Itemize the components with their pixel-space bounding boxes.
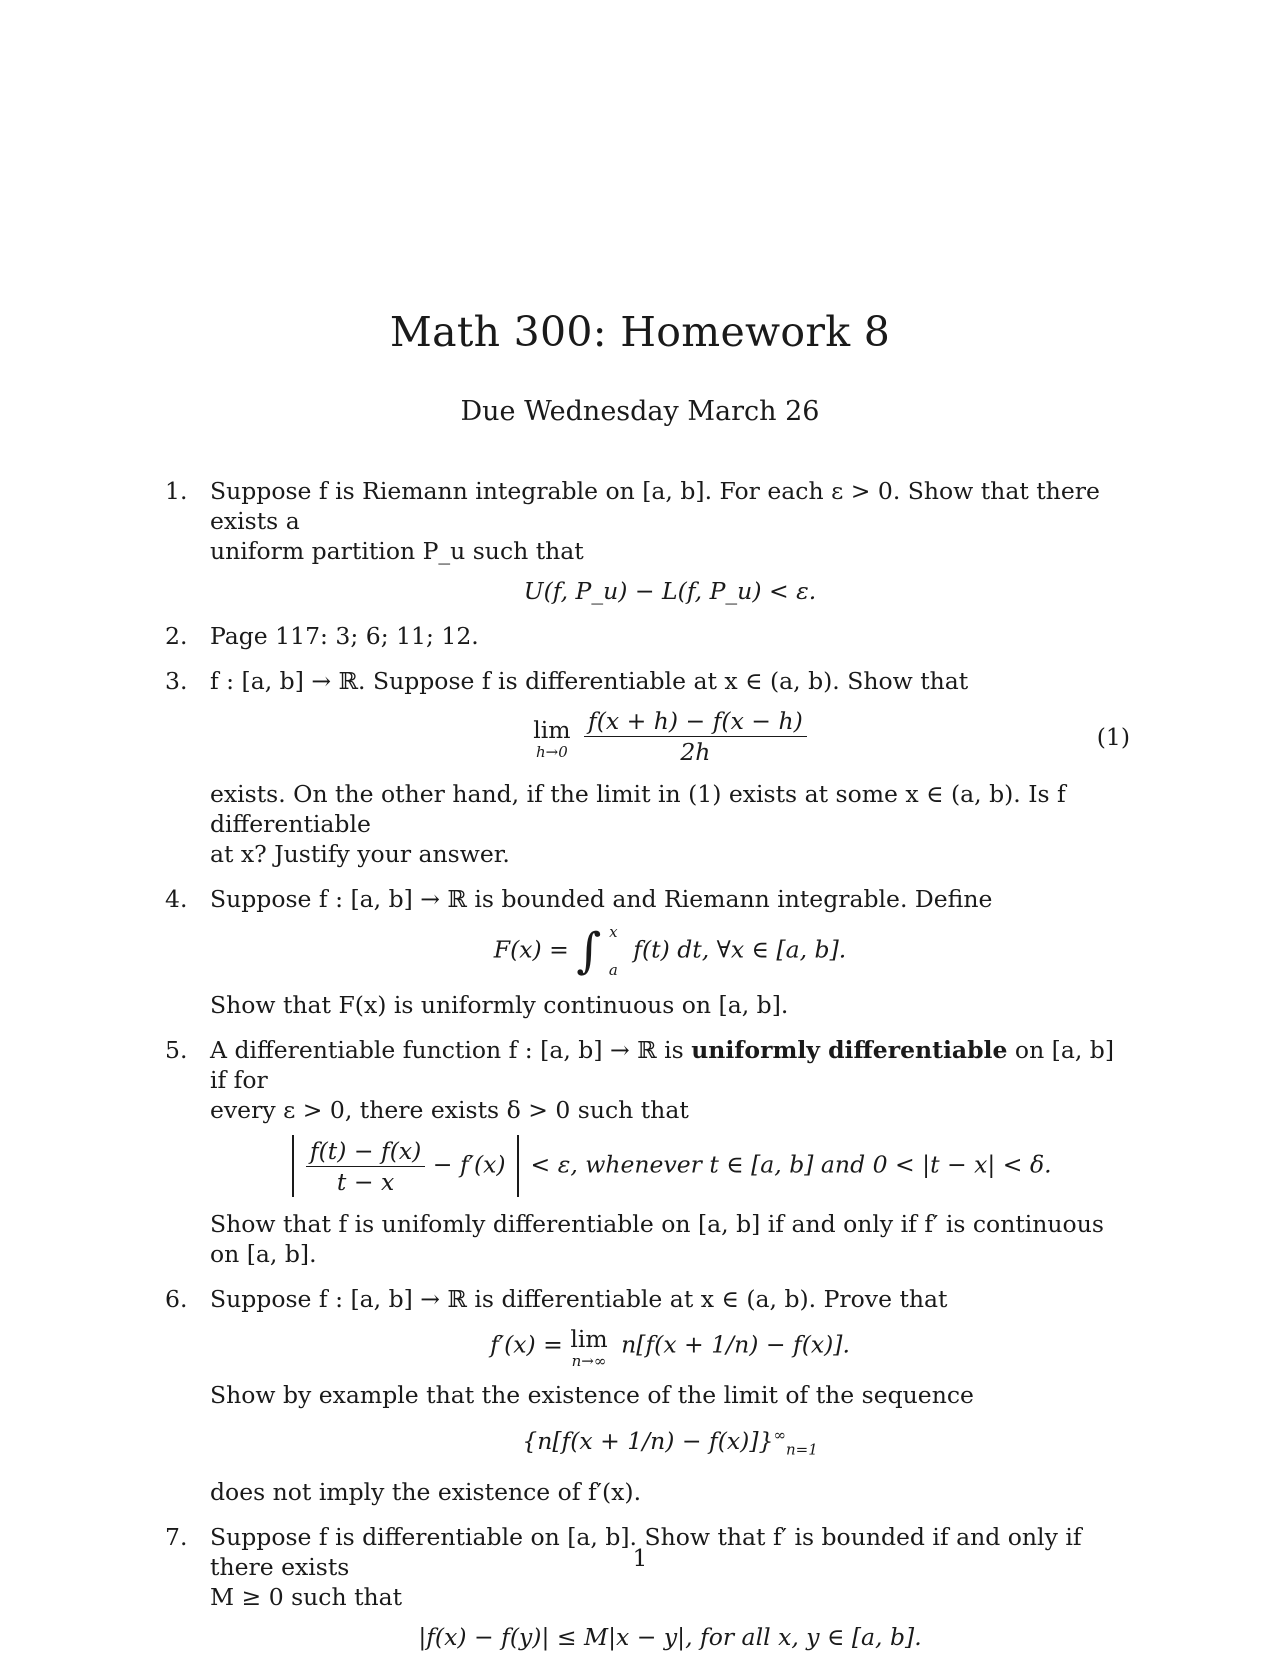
- display-equation: U(f, P_u) − L(f, P_u) < ε.: [523, 577, 817, 605]
- limit-subscript: h→0: [535, 742, 568, 761]
- display-equation: |f(x) − f(y)| ≤ M|x − y|, for all x, y ∈ [a, b].: [418, 1622, 922, 1651]
- limit-operator: [570, 1324, 607, 1368]
- integral-lower-limit: a: [608, 961, 618, 979]
- document-subtitle: Due Wednesday March 26: [460, 396, 820, 427]
- limit-operator: [533, 715, 570, 759]
- problem-text: [210, 1035, 1130, 1095]
- problem-text: does not imply the existence of f′(x).: [210, 1477, 642, 1506]
- document-title: Math 300: Homework 8: [389, 308, 891, 356]
- equation-rhs: f(t) dt, ∀x ∈ [a, b].: [633, 935, 847, 964]
- absolute-value-bar: [517, 1135, 519, 1197]
- problem-3: [165, 666, 1130, 869]
- integral-upper-limit: x: [609, 923, 618, 941]
- problem-text: Show that F(x) is uniformly continuous on [a, b].: [210, 991, 789, 1019]
- problem-number: 4.: [165, 885, 188, 913]
- absolute-value-bar: [292, 1135, 294, 1197]
- problem-text: Suppose f : [a, b] → ℝ is differentiable at x ∈ (a, b). Prove that: [210, 1285, 948, 1313]
- fraction-numerator: f(x + h) − f(x − h): [584, 706, 807, 737]
- problem-number: 3.: [165, 667, 188, 695]
- limit-label: lim: [570, 1325, 608, 1353]
- problem-1: [165, 476, 1130, 606]
- problem-number: 7.: [165, 1522, 188, 1551]
- defined-term: uniformly differentiable: [691, 1036, 1008, 1064]
- equation-label: (1): [1096, 723, 1130, 751]
- problem-number: 5.: [165, 1036, 188, 1064]
- problem-4: [165, 884, 1130, 1020]
- display-equation: [210, 706, 1130, 767]
- sequence-expression: {n[f(x + 1/n) − f(x)]}: [522, 1426, 774, 1455]
- equation-lhs: F(x) =: [493, 935, 569, 964]
- problem-text: f : [a, b] → ℝ. Suppose f is differentiable at x ∈ (a, b). Show that: [210, 667, 969, 695]
- problem-text-part: on [a, b] if for: [210, 1036, 1115, 1094]
- display-equation: [210, 924, 1130, 978]
- sequence-subscript: n=1: [785, 1440, 818, 1459]
- sequence-superscript: ∞: [773, 1426, 786, 1444]
- problem-text-part: A differentiable function f : [a, b] → ℝ is: [210, 1036, 684, 1064]
- equation-lhs: f′(x) =: [490, 1330, 563, 1359]
- fraction-denominator: 2h: [680, 738, 711, 766]
- problem-7: [165, 1522, 1130, 1652]
- problem-text: every ε > 0, there exists δ > 0 such that: [210, 1096, 689, 1124]
- integral-sign: ∫: [576, 923, 602, 979]
- problem-text: Suppose f is differentiable on [a, b]. Show that f′ is bounded if and only if there exists: [210, 1522, 1082, 1581]
- problem-text: at x? Justify your answer.: [210, 840, 510, 868]
- limit-label: lim: [533, 715, 571, 744]
- equation-rhs: n[f(x + 1/n) − f(x)].: [621, 1330, 850, 1359]
- problem-text: Suppose f : [a, b] → ℝ is bounded and Riemann integrable. Define: [210, 885, 993, 913]
- fraction-denominator: t − x: [336, 1167, 395, 1196]
- problem-text: Show that f is unifomly differentiable on [a, b] if and only if f′ is continuous on [a, b].: [210, 1210, 1104, 1268]
- display-equation: [210, 1324, 1130, 1368]
- problem-6: [165, 1284, 1130, 1507]
- page-number: 1: [632, 1546, 648, 1572]
- problem-5: [165, 1035, 1130, 1269]
- problem-number: 1.: [165, 477, 188, 505]
- problem-number: 6.: [165, 1285, 188, 1313]
- problem-2: [165, 621, 1130, 651]
- problem-text: exists. On the other hand, if the limit in (1) exists at some x ∈ (a, b). Is f differentiable: [210, 780, 1066, 838]
- problem-number: 2.: [165, 622, 188, 650]
- equation-term: − f′(x): [432, 1150, 506, 1179]
- problem-text: Suppose f is Riemann integrable on [a, b]. For each ε > 0. Show that there exists a: [210, 477, 1100, 535]
- fraction: [306, 1136, 425, 1197]
- display-equation: [210, 1135, 1130, 1197]
- limit-subscript: n→∞: [571, 1352, 607, 1370]
- problem-text: Show by example that the existence of the limit of the sequence: [210, 1381, 974, 1409]
- equation-rhs: < ε, whenever t ∈ [a, b] and 0 < |t − x| < δ.: [530, 1150, 1052, 1179]
- fraction-numerator: f(t) − f(x): [306, 1136, 425, 1167]
- problem-text: uniform partition P_u such that: [210, 537, 584, 565]
- integral-limits: [609, 924, 618, 978]
- problem-text: M ≥ 0 such that: [210, 1582, 403, 1611]
- problem-list: [165, 476, 1130, 1667]
- problem-text: Page 117: 3; 6; 11; 12.: [210, 622, 479, 650]
- display-equation: [210, 1420, 1130, 1465]
- fraction: [584, 706, 807, 767]
